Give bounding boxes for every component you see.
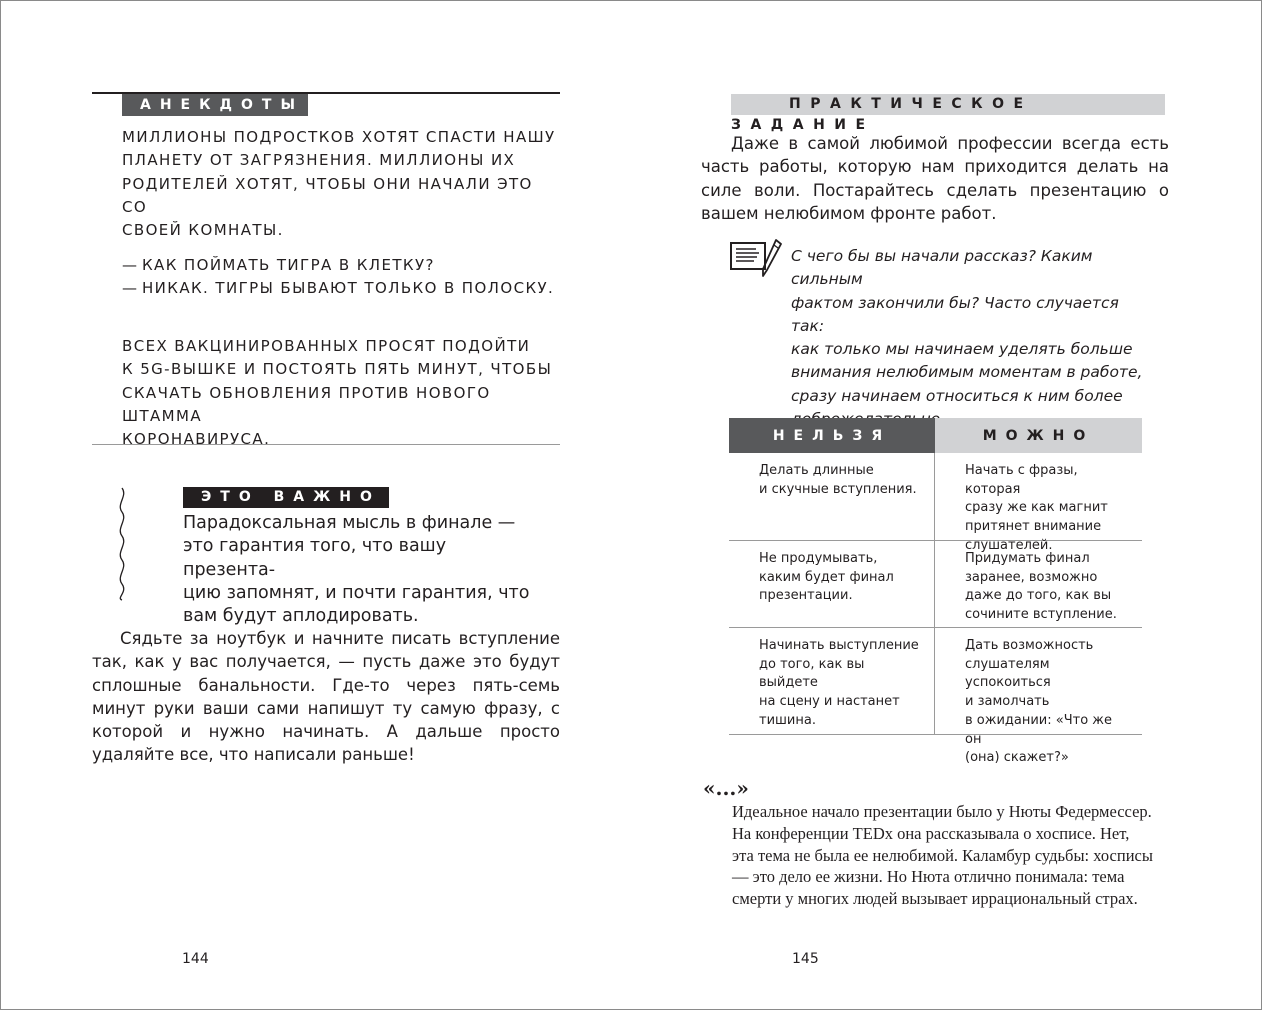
quote-line: эта тема не была ее нелюбимой. Каламбур судьбы: хосписы — это дело ее жизни. Но Нюта отлично понимала: тема	[732, 845, 1153, 887]
cell-forbidden	[729, 453, 935, 540]
table-header	[729, 418, 1142, 453]
wavy-line-icon	[114, 486, 130, 602]
page-number-left: 144	[182, 951, 209, 967]
joke-1-line: МИЛЛИОНЫ ПОДРОСТКОВ ХОТЯТ СПАСТИ НАШУ	[122, 128, 556, 146]
cell-forbidden	[729, 541, 935, 627]
cell-text: Не продумывать, каким будет финал презентации.	[759, 551, 894, 604]
cell-allowed	[935, 453, 1142, 553]
cell-text: Придумать финал заранее, возможно даже до того, как вы сочините вступление.	[965, 551, 1117, 623]
joke-1-line: РОДИТЕЛЕЙ ХОТЯТ, ЧТОБЫ ОНИ НАЧАЛИ ЭТО СО	[122, 174, 533, 216]
important-line: цию запомнят, и почти гарантия, что	[183, 582, 530, 603]
cell-text: Начинать выступление до того, как вы выйдете на сцену и настанет тишина.	[759, 638, 919, 728]
dos-donts-table	[729, 418, 1142, 766]
joke-3-line: К 5G-ВЫШКЕ И ПОСТОЯТЬ ПЯТЬ МИНУТ, ЧТОБЫ	[122, 360, 553, 379]
important-line: Парадоксальная мысль в финале —	[183, 513, 516, 533]
page-number-right: 145	[792, 951, 819, 967]
header-forbidden: НЕЛЬЗЯ	[729, 418, 935, 453]
joke-3-line: СКАЧАТЬ ОБНОВЛЕНИЯ ПРОТИВ НОВОГО ШТАММА	[122, 383, 491, 425]
dialogue-dash: —	[122, 256, 139, 274]
anecdotes-label: АНЕКДОТЫ	[122, 94, 308, 116]
important-text	[183, 512, 543, 628]
note-line: С чего бы вы начали рассказ? Каким сильным	[791, 247, 1093, 289]
task-intro-paragraph: Даже в самой любимой профессии всегда есть часть работы, которую нам приходится делать на силе воли. Постарайтесь сделать презентацию о вашем нелюбимом фронте работ.	[701, 134, 1169, 223]
section-divider	[92, 444, 560, 445]
dialogue-dash: —	[122, 279, 139, 298]
table-row	[729, 628, 1142, 766]
joke-1-line: ПЛАНЕТУ ОТ ЗАГРЯЗНЕНИЯ. МИЛЛИОНЫ ИХ	[122, 151, 516, 170]
cell-allowed	[935, 541, 1142, 627]
table-row	[729, 541, 1142, 628]
cell-text: Делать длинные и скучные вступления.	[759, 463, 917, 497]
note-line: сразу начинаем относиться к ним более	[791, 386, 1123, 405]
quote-paragraph	[732, 801, 1172, 910]
joke-1-line: СВОЕЙ КОМНАТЫ.	[122, 221, 284, 240]
joke-3	[122, 335, 562, 451]
cell-text: Дать возможность слушателям успокоиться и замолчать в ожидании: «Что же он (она) скажет?»	[965, 638, 1113, 766]
cell-text: Начать с фразы, которая сразу же как магнит притянет внимание слушателей.	[965, 463, 1108, 553]
cell-forbidden	[729, 628, 935, 734]
note-line: фактом закончили бы? Часто случается так:	[791, 293, 1119, 335]
left-body-paragraph: Сядьте за ноутбук и начните писать вступление так, как у вас получается, — пусть даже это будут сплошные банальности. Где-то через пять-семь минут руки ваши сами напишут ту самую фразу, с которой и нужно начинать. А дальше просто удаляйте все, что написали раньше!	[92, 629, 560, 765]
table-row	[729, 453, 1142, 553]
cell-allowed	[935, 628, 1142, 766]
header-allowed: МОЖНО	[935, 418, 1142, 453]
quote-line: На конференции TEDx она рассказывала о хосписе. Нет,	[732, 823, 1130, 843]
notepad-pen-icon	[730, 238, 782, 282]
important-line: это гарантия того, что вашу презента-	[183, 536, 447, 580]
note-line: как только мы начинаем уделять больше	[791, 340, 1133, 359]
task-note-italic	[791, 245, 1151, 431]
joke-3-line: КОРОНАВИРУСА.	[122, 430, 271, 449]
quote-line: смерти у многих людей вызывает иррациональный страх.	[732, 889, 1138, 909]
quote-line: Идеальное начало презентации было у Нюты Федермессер.	[732, 802, 1152, 821]
joke-3-line: ВСЕХ ВАКЦИНИРОВАННЫХ ПРОСЯТ ПОДОЙТИ	[122, 337, 531, 355]
joke-1	[122, 126, 562, 242]
joke-2-answer: НИКАК. ТИГРЫ БЫВАЮТ ТОЛЬКО В ПОЛОСКУ.	[142, 279, 555, 298]
practical-task-label: ПРАКТИЧЕСКОЕ ЗАДАНИЕ	[731, 94, 1165, 115]
joke-2	[122, 254, 562, 301]
note-line: внимания нелюбимым моментам в работе,	[791, 363, 1143, 382]
important-label: ЭТО ВАЖНО	[183, 487, 389, 508]
quote-mark: «...»	[703, 776, 749, 800]
important-line: вам будут аплодировать.	[183, 606, 419, 627]
joke-2-question: КАК ПОЙМАТЬ ТИГРА В КЛЕТКУ?	[142, 256, 435, 274]
